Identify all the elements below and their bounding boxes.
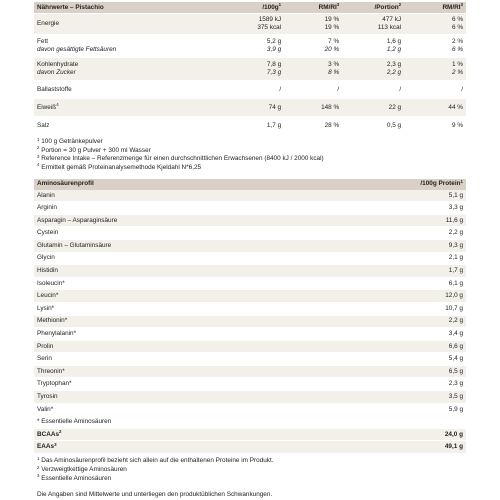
value-portion: 22 g: [388, 103, 402, 111]
ri-100g-sub: 20 %: [324, 46, 340, 53]
amino-label: Prolin: [37, 342, 54, 350]
amino-label: Histidin: [37, 267, 58, 275]
amino-row: [34, 215, 466, 228]
footnote: $^3$ Essentielle Aminosäuren: [37, 473, 112, 482]
nutrition-row-eiweiss: [34, 99, 466, 117]
amino-label: Glycin: [37, 254, 55, 262]
ri-100g: /: [337, 85, 340, 93]
amino-table-body: [34, 190, 466, 454]
amino-value: 10,7 g: [445, 304, 463, 312]
nutrition-footnotes: [34, 135, 466, 175]
amino-value: 6,5 g: [448, 367, 463, 375]
amino-row: [34, 391, 466, 404]
value-portion: 2,3 g: [386, 61, 402, 68]
amino-label: Valin*: [37, 405, 54, 413]
amino-row: [34, 278, 466, 291]
amino-value: 1,7 g: [448, 267, 463, 275]
ri-portion: /: [461, 85, 463, 93]
amino-value: 2,2 g: [448, 317, 463, 325]
ri-portion: 6 %: [451, 16, 463, 23]
value-100g: 74 g: [268, 103, 282, 111]
amino-row: [34, 404, 466, 417]
value-100g-kcal: 375 kcal: [257, 24, 282, 31]
nutrition-document: [34, 2, 466, 499]
ri-portion: 44 %: [448, 103, 463, 111]
header-per-portion: /Portion$^2$: [374, 2, 402, 11]
row-label: Salz: [37, 121, 50, 129]
amino-table-header: [34, 179, 466, 190]
value-portion-sub: 2,2 g: [386, 69, 402, 76]
amino-label: Cystein: [37, 229, 59, 237]
total-value: 24,0 g: [444, 430, 463, 438]
amino-row: [34, 253, 466, 266]
amino-label: Asparagin – Asparaginsäure: [37, 216, 118, 224]
amino-row: [34, 227, 466, 240]
amino-value: 6,6 g: [448, 342, 463, 350]
amino-row: [34, 353, 466, 366]
amino-label: Alanin: [37, 191, 55, 199]
essential-note: * Essentielle Aminosäuren: [37, 418, 112, 426]
ri-portion: 2 %: [451, 38, 463, 45]
amino-label: Glutamin – Glutaminsäure: [37, 241, 112, 249]
nutrition-row-fett: [34, 35, 466, 58]
total-label: EAAs$^3$: [37, 441, 57, 451]
ri-100g-sub: 8 %: [328, 69, 340, 76]
value-100g: /: [279, 85, 282, 93]
ri-100g-kcal: 19 %: [324, 24, 340, 31]
value-100g: 1,7 g: [266, 121, 282, 129]
amino-value: 2,2 g: [448, 229, 463, 237]
amino-row: [34, 316, 466, 329]
nutrition-header-label: Nährwerte – Pistachio: [37, 3, 104, 11]
amino-value: 3,4 g: [448, 330, 463, 338]
amino-value: 5,9 g: [448, 405, 463, 413]
value-portion-sub: 1,2 g: [386, 46, 402, 53]
ri-100g: 7 %: [328, 38, 340, 45]
amino-label: Arginin: [37, 204, 57, 212]
amino-label: Methionin*: [37, 317, 68, 325]
amino-label: Lysin*: [37, 304, 55, 312]
amino-value: 9,3 g: [448, 241, 463, 249]
ri-portion-sub: 2 %: [451, 69, 463, 76]
amino-value: 12,0 g: [445, 292, 463, 300]
value-portion: 0,5 g: [386, 121, 402, 129]
disclaimer: Die Angaben sind Mittelwerte und unterliegen den produktüblichen Schwankungen.: [37, 490, 273, 498]
header-rm-ri-portion: $RM/RI^3$: [442, 2, 463, 11]
amino-header-per-100g-protein: /100g Protein$^1$: [420, 178, 463, 188]
amino-label: Tryptophan*: [37, 380, 72, 388]
amino-row: [34, 366, 466, 379]
row-label: Ballaststoffe: [37, 85, 72, 93]
value-portion: /: [399, 85, 402, 93]
ri-portion: 1 %: [451, 61, 463, 68]
ri-100g: 28 %: [324, 121, 340, 129]
ri-100g: 3 %: [328, 61, 340, 68]
amino-label: Phenylalanin*: [37, 330, 77, 338]
value-portion-kcal: 113 kcal: [377, 24, 402, 31]
ri-100g: 19 %: [324, 16, 340, 23]
amino-footnotes: [34, 454, 466, 486]
ri-100g: 148 %: [321, 103, 340, 111]
value-100g: 7,8 g: [266, 61, 282, 68]
row-sublabel: davon gesättigte Fettsäuren: [37, 46, 117, 53]
value-portion: 477 kJ: [382, 16, 402, 23]
amino-total-eaa: [34, 441, 466, 454]
footnote: $^1$ Das Aminosäurenprofil bezieht sich allein auf die enthaltenen Proteine im Produkt.: [37, 455, 274, 465]
amino-row: [34, 378, 466, 391]
value-100g-sub: 3,9 g: [266, 46, 282, 53]
amino-row: [34, 328, 466, 341]
row-label: Fett: [37, 38, 49, 45]
amino-value: 2,3 g: [448, 380, 463, 388]
header-rm-ri-100g: $RM/RI^3$: [318, 2, 340, 11]
footnote: $^1$ 100 g Getränkepulver: [37, 136, 103, 145]
row-label: Eiweiß$^4$: [37, 102, 59, 111]
amino-row: [34, 240, 466, 253]
nutrition-row-salz: [34, 117, 466, 135]
amino-total-bcaa: [34, 429, 466, 442]
footnote: $^2$ Verzweigtkettige Aminosäuren: [37, 464, 127, 473]
value-100g-sub: 7,3 g: [266, 69, 282, 76]
nutrition-table-header: [34, 2, 466, 14]
nutrition-row-ballaststoffe: [34, 81, 466, 99]
amino-label: Tyrosin: [37, 393, 58, 401]
row-label: Energie: [37, 20, 60, 27]
amino-row: [34, 190, 466, 203]
header-per-100g: $/100g^1$: [262, 2, 282, 11]
total-value: 49,1 g: [444, 443, 463, 451]
amino-value: 2,1 g: [448, 254, 463, 262]
amino-row: [34, 290, 466, 303]
amino-row: [34, 265, 466, 278]
nutrition-row-energie: [34, 14, 466, 35]
amino-label: Serin: [37, 355, 52, 363]
amino-row: [34, 303, 466, 316]
amino-value: 6,1 g: [448, 279, 463, 287]
amino-header-label: Aminosäurenprofil: [37, 180, 94, 188]
amino-label: Leucin*: [37, 292, 59, 300]
amino-value: 11,6 g: [445, 216, 463, 224]
amino-row: [34, 341, 466, 354]
ri-portion: 9 %: [451, 121, 463, 129]
footnote: $^4$ Ermittelt gemäß Proteinanalysemethode Kjeldahl N*6,25: [37, 162, 202, 171]
amino-row: [34, 202, 466, 215]
essential-note-row: [34, 416, 466, 429]
value-100g: 1589 kJ: [258, 16, 282, 23]
total-label: BCAAs$^2$: [37, 429, 62, 438]
amino-value: 3,5 g: [448, 393, 463, 401]
nutrition-row-kohlenhydrate: [34, 58, 466, 81]
amino-label: Isoleucin*: [37, 279, 65, 287]
ri-portion-kcal: 6 %: [451, 24, 463, 31]
footnote: $^3$ Reference Intake – Referenzmenge für einen durchschnittlichen Erwachsenen (8400 kJ / 2000 kcal): [37, 153, 324, 163]
value-100g: 5,2 g: [266, 38, 282, 45]
amino-label: Threonin*: [37, 367, 65, 375]
footnote: $^2$ Portion = 30 g Pulver + 300 ml Wasser: [37, 145, 151, 154]
amino-value: 5,4 g: [448, 355, 463, 363]
value-portion: 1,6 g: [386, 38, 402, 45]
row-label: Kohlenhydrate: [37, 61, 79, 68]
amino-value: 5,1 g: [448, 191, 463, 199]
amino-value: 3,3 g: [448, 204, 463, 212]
ri-portion-sub: 6 %: [451, 46, 463, 53]
row-sublabel: davon Zucker: [37, 69, 76, 76]
